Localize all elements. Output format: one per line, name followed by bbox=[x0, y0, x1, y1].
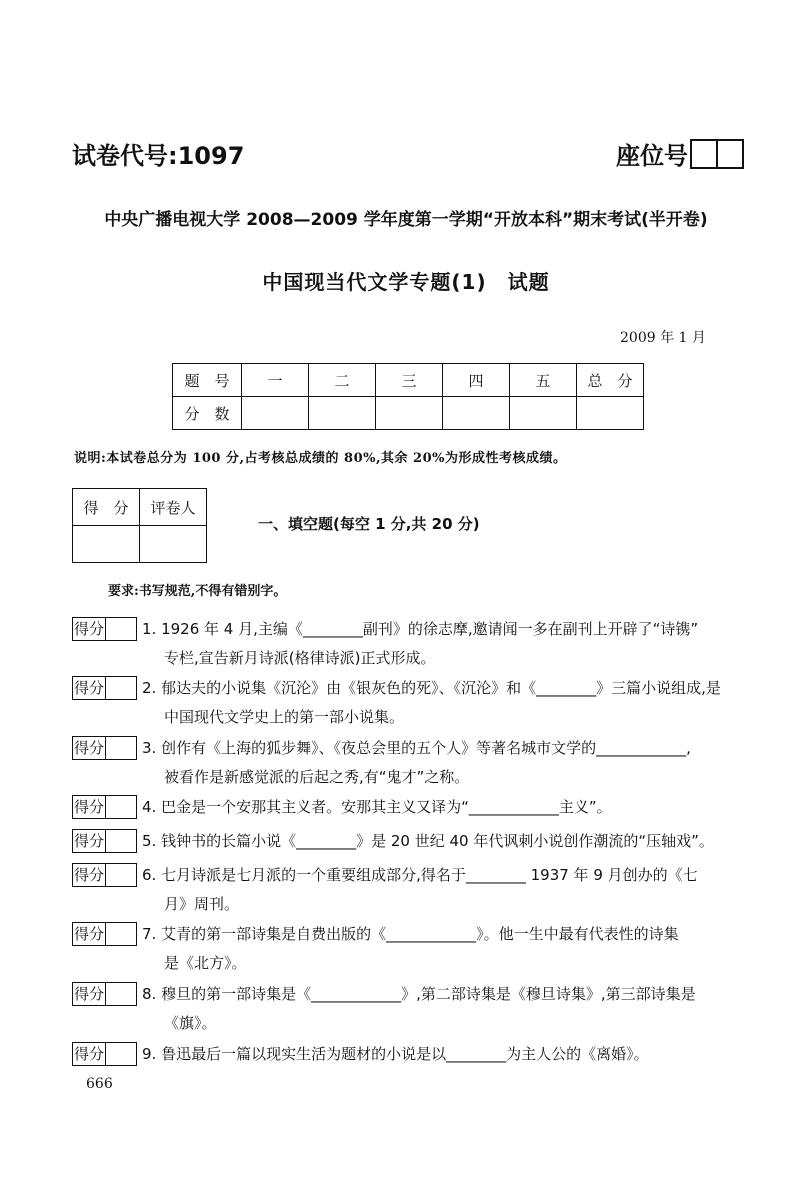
question-text: 6. 七月诗派是七月派的一个重要组成部分,得名于________ 1937 年 9 月创办的《七 bbox=[142, 866, 698, 884]
question-text: 5. 钱钟书的长篇小说《________》是 20 世纪 40 年代讽刺小说创作潮流的“压轴戏”。 bbox=[142, 832, 714, 850]
score-header-2: 二 bbox=[309, 364, 376, 397]
score-header-label: 题 号 bbox=[173, 364, 242, 397]
score-box-label: 得分 bbox=[72, 676, 106, 700]
question-score-box bbox=[72, 795, 137, 819]
question-item bbox=[72, 920, 752, 978]
score-cell bbox=[510, 397, 577, 430]
question-item bbox=[72, 1040, 752, 1069]
score-box-label: 得分 bbox=[72, 922, 106, 946]
score-box-blank bbox=[106, 1042, 137, 1066]
seat-label: 座位号 bbox=[616, 142, 688, 170]
question-text: 3. 创作有《上海的狐步舞》、《夜总会里的五个人》等著名城市文学的____________, bbox=[142, 739, 691, 757]
score-header-1: 一 bbox=[242, 364, 309, 397]
question-item bbox=[72, 615, 752, 673]
question-text: 7. 艾青的第一部诗集是自费出版的《____________》。他一生中最有代表性的诗集 bbox=[142, 925, 679, 943]
question-score-box bbox=[72, 736, 137, 760]
question-text-continued: 月》周刊。 bbox=[164, 895, 240, 913]
question-text-continued: 是《北方》。 bbox=[164, 954, 247, 972]
question-item bbox=[72, 861, 752, 919]
score-header-5: 五 bbox=[510, 364, 577, 397]
seat-boxes bbox=[690, 139, 744, 169]
grader-table bbox=[72, 488, 207, 563]
score-box-label: 得分 bbox=[72, 863, 106, 887]
score-box-blank bbox=[106, 676, 137, 700]
paper-title: 中国现当代文学专题(1) 试题 bbox=[262, 270, 550, 294]
score-box-blank bbox=[106, 795, 137, 819]
score-box-blank bbox=[106, 617, 137, 641]
paper-code: 试卷代号:1097 bbox=[72, 142, 245, 170]
score-table bbox=[172, 363, 644, 430]
score-box-blank bbox=[106, 736, 137, 760]
score-box-label: 得分 bbox=[72, 617, 106, 641]
question-item bbox=[72, 674, 752, 732]
score-cell bbox=[577, 397, 644, 430]
question-text-continued: 专栏,宣告新月诗派(格律诗派)正式形成。 bbox=[164, 649, 436, 667]
exam-note: 说明:本试卷总分为 100 分,占考核总成绩的 80%,其余 20%为形成性考核成绩。 bbox=[74, 451, 567, 466]
exam-date: 2009 年 1 月 bbox=[620, 330, 706, 346]
score-cell bbox=[443, 397, 510, 430]
question-score-box bbox=[72, 982, 137, 1006]
question-score-box bbox=[72, 863, 137, 887]
score-box-label: 得分 bbox=[72, 736, 106, 760]
score-cell bbox=[376, 397, 443, 430]
question-text: 4. 巴金是一个安那其主义者。安那其主义又译为“____________主义”。 bbox=[142, 798, 612, 816]
section-title: 一、填空题(每空 1 分,共 20 分) bbox=[258, 515, 480, 533]
question-text: 9. 鲁迅最后一篇以现实生活为题材的小说是以________为主人公的《离婚》。 bbox=[142, 1045, 649, 1063]
question-text-continued: 被看作是新感觉派的后起之秀,有“鬼才”之称。 bbox=[164, 768, 470, 786]
score-box-blank bbox=[106, 982, 137, 1006]
score-box-blank bbox=[106, 863, 137, 887]
score-header-total: 总 分 bbox=[577, 364, 644, 397]
question-text: 8. 穆旦的第一部诗集是《____________》,第二部诗集是《穆旦诗集》,第三部诗集是 bbox=[142, 985, 696, 1003]
question-text-continued: 中国现代文学史上的第一部小说集。 bbox=[164, 708, 405, 726]
grader-name-cell bbox=[140, 526, 207, 563]
score-box-blank bbox=[106, 829, 137, 853]
score-box-blank bbox=[106, 922, 137, 946]
score-header-3: 三 bbox=[376, 364, 443, 397]
question-text: 1. 1926 年 4 月,主编《________副刊》的徐志摩,邀请闻一多在副刊上开辟了“诗镌” bbox=[142, 620, 699, 638]
score-box-label: 得分 bbox=[72, 1042, 106, 1066]
score-row-label: 分 数 bbox=[173, 397, 242, 430]
score-cell bbox=[242, 397, 309, 430]
question-item bbox=[72, 793, 752, 822]
score-box-label: 得分 bbox=[72, 795, 106, 819]
grader-score-label: 得 分 bbox=[73, 489, 140, 526]
exam-title: 中央广播电视大学 2008—2009 学年度第一学期“开放本科”期末考试(半开卷) bbox=[104, 210, 708, 230]
question-text: 2. 郁达夫的小说集《沉沦》由《银灰色的死》、《沉沦》和《________》三篇小说组成,是 bbox=[142, 679, 721, 697]
requirement: 要求:书写规范,不得有错别字。 bbox=[108, 584, 287, 599]
question-score-box bbox=[72, 829, 137, 853]
question-item bbox=[72, 734, 752, 792]
seat-number bbox=[616, 136, 744, 171]
question-score-box bbox=[72, 676, 137, 700]
score-header-4: 四 bbox=[443, 364, 510, 397]
score-cell bbox=[309, 397, 376, 430]
question-item bbox=[72, 827, 752, 856]
question-score-box bbox=[72, 922, 137, 946]
question-item bbox=[72, 980, 752, 1038]
question-score-box bbox=[72, 1042, 137, 1066]
page-number: 666 bbox=[86, 1076, 113, 1092]
grader-name-label: 评卷人 bbox=[140, 489, 207, 526]
grader-score-cell bbox=[73, 526, 140, 563]
score-box-label: 得分 bbox=[72, 982, 106, 1006]
score-box-label: 得分 bbox=[72, 829, 106, 853]
question-score-box bbox=[72, 617, 137, 641]
question-text-continued: 《旗》。 bbox=[164, 1014, 217, 1032]
